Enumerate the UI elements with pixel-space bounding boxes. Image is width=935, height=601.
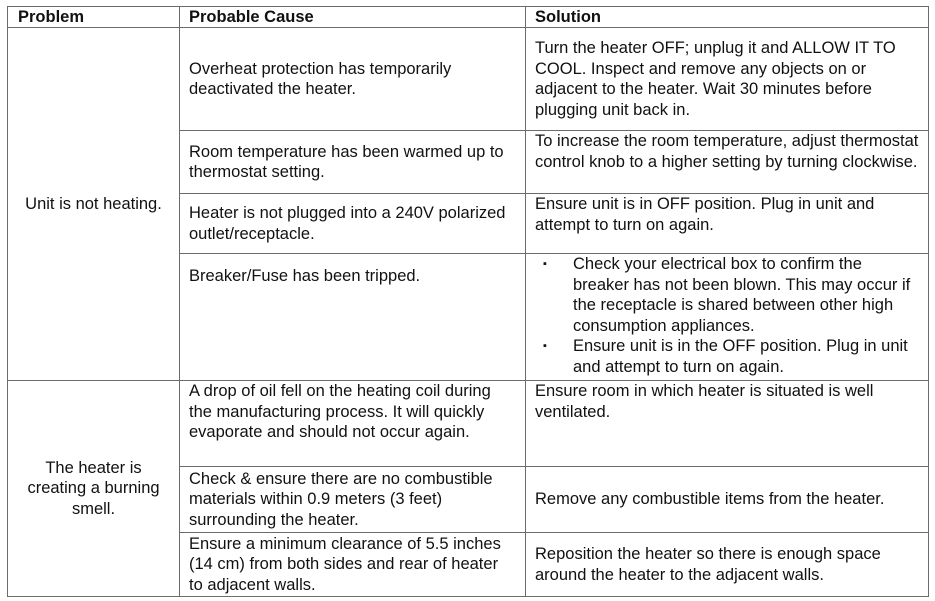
bullet-text: Check your electrical box to confirm the breaker has not been blown. This may occur if the receptacle is shared between other high consumption appliances. [573,255,911,335]
header-problem: Problem [8,7,180,28]
cause-cell: Breaker/Fuse has been tripped. [180,254,526,381]
bullet-text: Ensure unit is in the OFF position. Plug in unit and attempt to turn on again. [573,337,908,376]
bullet-icon: ▪ [543,258,547,270]
solution-cell: Reposition the heater so there is enough space around the heater to the adjacent walls. [526,533,929,597]
problem-cell: The heater is creating a burning smell. [8,381,180,597]
table-row [8,28,929,131]
cause-cell: Check & ensure there are no combustible materials within 0.9 meters (3 feet) surrounding the heater. [180,467,526,533]
problem-cell: Unit is not heating. [8,28,180,381]
header-solution: Solution [526,7,929,28]
cause-cell: Heater is not plugged into a 240V polarized outlet/receptacle. [180,194,526,254]
solution-bullet [535,254,919,336]
header-row [8,7,929,28]
header-probable-cause: Probable Cause [180,7,526,28]
cause-cell: Overheat protection has temporarily deactivated the heater. [180,28,526,131]
solution-cell: Ensure room in which heater is situated is well ventilated. [526,381,929,467]
troubleshooting-table [7,6,929,597]
solution-cell [526,254,929,381]
cause-cell: Ensure a minimum clearance of 5.5 inches (14 cm) from both sides and rear of heater to adjacent walls. [180,533,526,597]
solution-bullet [535,336,919,377]
solution-cell: Ensure unit is in OFF position. Plug in unit and attempt to turn on again. [526,194,929,254]
solution-cell: To increase the room temperature, adjust thermostat control knob to a higher setting by turning clockwise. [526,131,929,194]
table-row [8,381,929,467]
solution-cell: Turn the heater OFF; unplug it and ALLOW IT TO COOL. Inspect and remove any objects on or adjacent to the heater. Wait 30 minutes before plugging unit back in. [526,28,929,131]
cause-cell: Room temperature has been warmed up to thermostat setting. [180,131,526,194]
solution-bullet-list [535,254,919,377]
solution-cell: Remove any combustible items from the heater. [526,467,929,533]
cause-cell: A drop of oil fell on the heating coil during the manufacturing process. It will quickly evaporate and should not occur again. [180,381,526,467]
bullet-icon: ▪ [543,340,547,352]
